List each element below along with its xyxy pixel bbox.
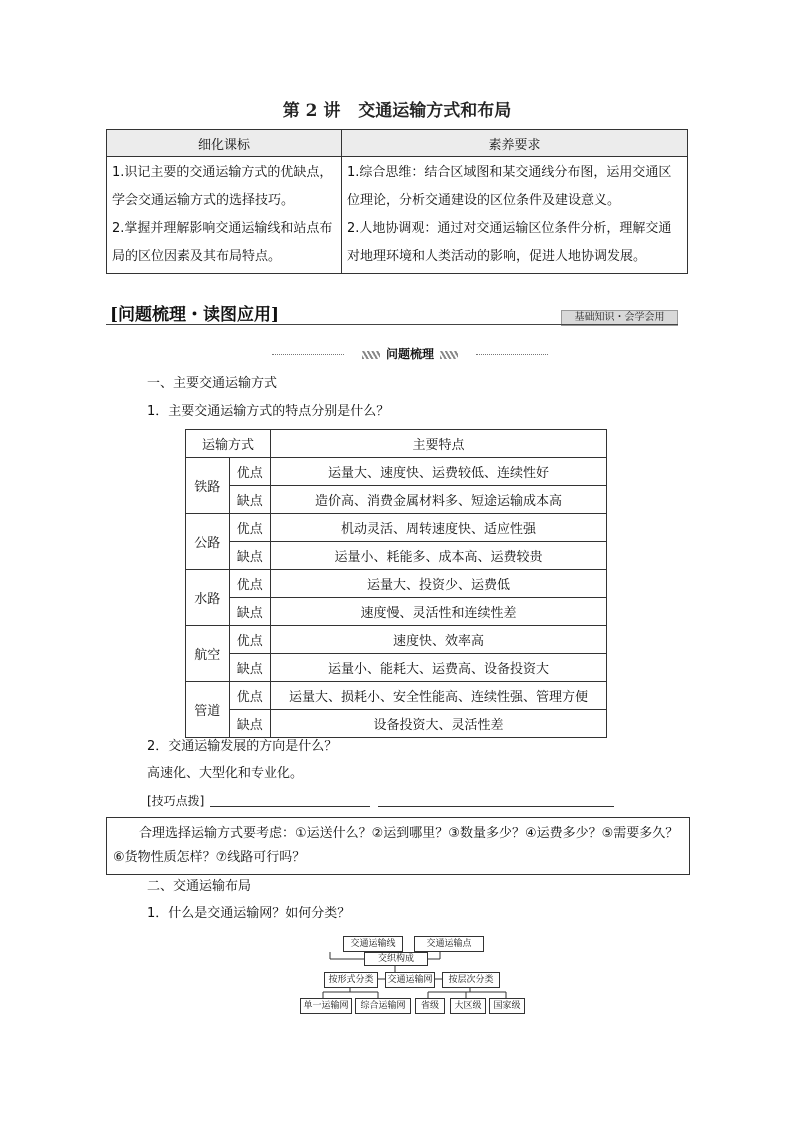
standards-left-cell — [107, 157, 342, 274]
con-label: 缺点 — [229, 710, 271, 738]
transport-table — [185, 429, 607, 738]
pro-text: 运量大、损耗小、安全性能高、连续性强、管理方便 — [271, 682, 607, 710]
pro-text: 运量大、速度快、运费较低、连续性好 — [271, 458, 607, 486]
con-text: 设备投资大、灵活性差 — [271, 710, 607, 738]
standards-right-cell — [342, 157, 688, 274]
stripe-decoration — [440, 351, 458, 359]
mode-cell: 公路 — [186, 514, 230, 570]
diagram-compose: 交织构成 — [364, 952, 428, 966]
mode-cell: 航空 — [186, 626, 230, 682]
diagram-transport-point: 交通运输点 — [414, 936, 484, 952]
part1-answer-2: 高速化、大型化和专业化。 — [147, 766, 304, 781]
tips-box: 合理选择运输方式要考虑：①运送什么？②运到哪里？③数量多少？④运费多少？⑤需要多久？⑥货物性质怎样？⑦线路可行吗？ — [106, 817, 690, 875]
con-text: 运量小、能耗大、运费高、设备投资大 — [271, 654, 607, 682]
lesson-number: 第 2 讲 — [282, 101, 341, 121]
pro-text: 运量大、投资少、运费低 — [271, 570, 607, 598]
section-badge: 基础知识・会学会用 — [561, 310, 678, 326]
part1-heading: 一、主要交通运输方式 — [147, 376, 278, 391]
part1-question-1: 1．主要交通运输方式的特点分别是什么？ — [147, 404, 390, 419]
tips-rule — [378, 806, 614, 807]
standards-header-left: 细化课标 — [107, 130, 342, 157]
pro-text: 速度快、效率高 — [271, 626, 607, 654]
part2-heading: 二、交通运输布局 — [147, 879, 252, 894]
pro-label: 优点 — [229, 626, 271, 654]
standards-header-right: 素养要求 — [342, 130, 688, 157]
mode-cell: 水路 — [186, 570, 230, 626]
diagram-region-level: 大区级 — [450, 998, 486, 1014]
standards-table — [106, 129, 688, 274]
pro-text: 机动灵活、周转速度快、适应性强 — [271, 514, 607, 542]
part1-question-2: 2．交通运输发展的方向是什么？ — [147, 739, 338, 754]
con-text: 运量小、耗能多、成本高、运费较贵 — [271, 542, 607, 570]
stripe-decoration — [362, 351, 380, 359]
section-heading: [问题梳理・读图应用] — [110, 305, 280, 325]
pro-label: 优点 — [229, 570, 271, 598]
diagram-integrated-network: 综合运输网 — [355, 998, 411, 1014]
diagram-transport-line: 交通运输线 — [343, 936, 403, 952]
diagram-single-network: 单一运输网 — [300, 998, 352, 1014]
pro-label: 优点 — [229, 458, 271, 486]
standard-item: 2.掌握并理解影响交通运输线和站点布局的区位因素及其布局特点。 — [112, 221, 333, 264]
con-text: 速度慢、灵活性和连续性差 — [271, 598, 607, 626]
table-header-mode: 运输方式 — [186, 430, 271, 458]
standard-item: 1.识记主要的交通运输方式的优缺点，学会交通运输方式的选择技巧。 — [112, 165, 333, 208]
transport-network-diagram — [298, 932, 528, 1016]
diagram-by-level: 按层次分类 — [442, 972, 500, 988]
literacy-item: 1.综合思维：结合区域图和某交通线分布图，运用交通区位理论，分析交通建设的区位条件及建设意义。 — [347, 165, 672, 208]
mode-cell: 管道 — [186, 682, 230, 738]
con-label: 缺点 — [229, 486, 271, 514]
tips-rule — [210, 806, 370, 807]
mode-cell: 铁路 — [186, 458, 230, 514]
table-header-features: 主要特点 — [271, 430, 607, 458]
divider-label: 问题梳理 — [385, 347, 434, 361]
diagram-by-form: 按形式分类 — [324, 972, 378, 988]
subsection-divider — [272, 345, 548, 363]
lesson-name: 交通运输方式和布局 — [358, 101, 512, 121]
section-rule — [106, 324, 678, 325]
tips-label: [技巧点拨] — [147, 794, 205, 808]
pro-label: 优点 — [229, 682, 271, 710]
pro-label: 优点 — [229, 514, 271, 542]
con-label: 缺点 — [229, 542, 271, 570]
diagram-network: 交通运输网 — [385, 972, 435, 988]
diagram-national-level: 国家级 — [489, 998, 525, 1014]
con-text: 造价高、消费金属材料多、短途运输成本高 — [271, 486, 607, 514]
part2-question-1: 1．什么是交通运输网？如何分类？ — [147, 906, 351, 921]
literacy-item: 2.人地协调观：通过对交通运输区位条件分析，理解交通对地理环境和人类活动的影响，促进人地协调发展。 — [347, 221, 672, 264]
diagram-province-level: 省级 — [415, 998, 445, 1014]
con-label: 缺点 — [229, 598, 271, 626]
page-title — [0, 96, 794, 121]
con-label: 缺点 — [229, 654, 271, 682]
